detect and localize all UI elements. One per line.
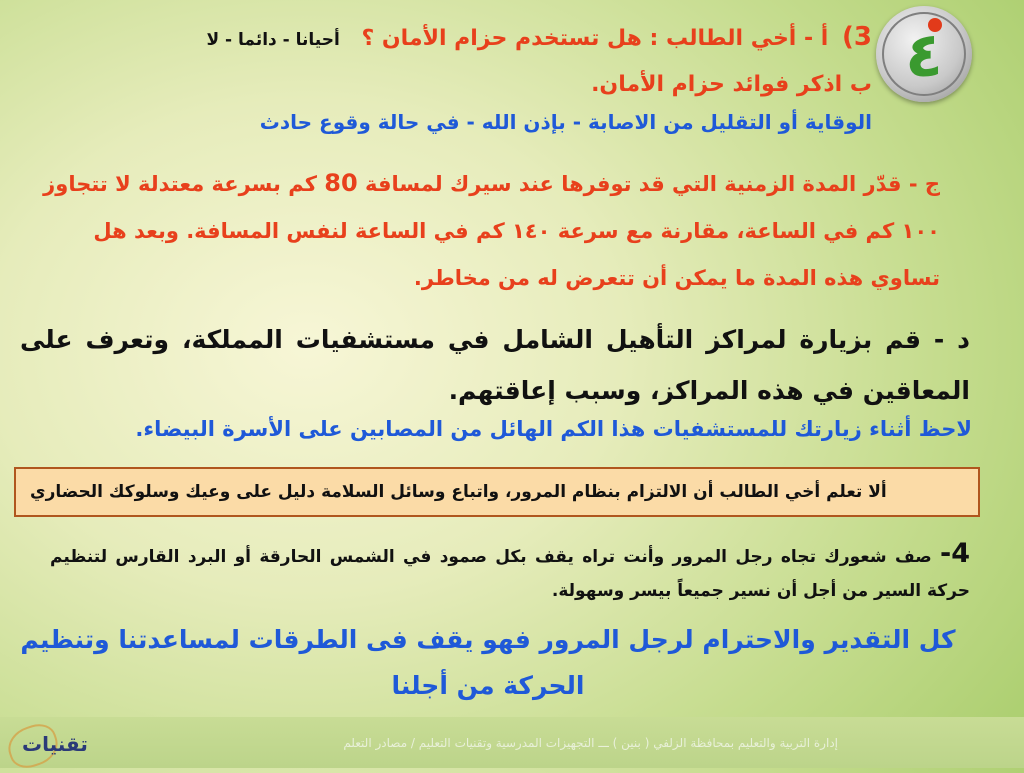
question-4-number: 4-	[939, 538, 970, 569]
brand-logo	[8, 722, 88, 766]
question-3b-answer: الوقاية أو التقليل من الاصابة - بإذن الله - في حالة وقوع حادث	[259, 110, 872, 134]
question-3-options: أحيانا - دائما - لا	[206, 30, 340, 50]
question-3c	[22, 160, 940, 302]
question-3b: ب اذكر فوائد حزام الأمان.	[591, 72, 872, 97]
visit-note: لاحظ أثناء زيارتك للمستشفيات هذا الكم الهائل من المصابين على الأسرة البيضاء.	[135, 417, 972, 441]
closing-message: كل التقدير والاحترام لرجل المرور فهو يقف فى الطرقات لمساعدتنا وتنظيم الحركة من أجلنا	[20, 625, 956, 700]
brand-wordmark: تقنيات	[22, 732, 88, 756]
question-3	[206, 22, 872, 52]
question-3-number: 3)	[842, 22, 872, 52]
question-3-text: أ - أخي الطالب : هل تستخدم حزام الأمان ؟	[361, 26, 829, 51]
footer-text: إدارة التربية والتعليم بمحافظة الزلفي ( بنين ) ـــ التجهيزات المدرسية وتقنيات التعليم / مصادر التعلم	[343, 736, 838, 750]
health-figure-icon	[876, 6, 972, 102]
question-3c-number: 80	[324, 169, 358, 197]
highlight-box-text: ألا تعلم أخي الطالب أن الالتزام بنظام المرور، واتباع وسائل السلامة دليل على وعيك وسلوكك الحضاري	[30, 482, 887, 502]
question-4	[50, 537, 970, 608]
logo-figure: ٤	[905, 18, 943, 91]
question-3d: د - قم بزيارة لمراكز التأهيل الشامل في مستشفيات المملكة، وتعرف على المعاقين في هذه المراكز، وسبب إعاقتهم.	[20, 325, 970, 405]
highlight-box	[14, 467, 980, 517]
question-4-text: صف شعورك تجاه رجل المرور وأنت تراه يقف بكل صمود في الشمس الحارقة أو البرد القارس لتنظيم حركة السير من أجل أن نسير جميعاً بيسر وسهولة.	[50, 547, 970, 601]
question-3c-part1: ج - قدّر المدة الزمنية التي قد توفرها عند سيرك لمسافة	[364, 172, 940, 196]
question-3c-part2: كم بسرعة معتدلة لا تتجاوز ١٠٠ كم في الساعة، مقارنة مع سرعة ١٤٠ كم في الساعة لنفس المسافة. وبعد هل تساوي هذه المدة ما يمكن أن تتعرض له من مخاطر.	[43, 172, 940, 290]
